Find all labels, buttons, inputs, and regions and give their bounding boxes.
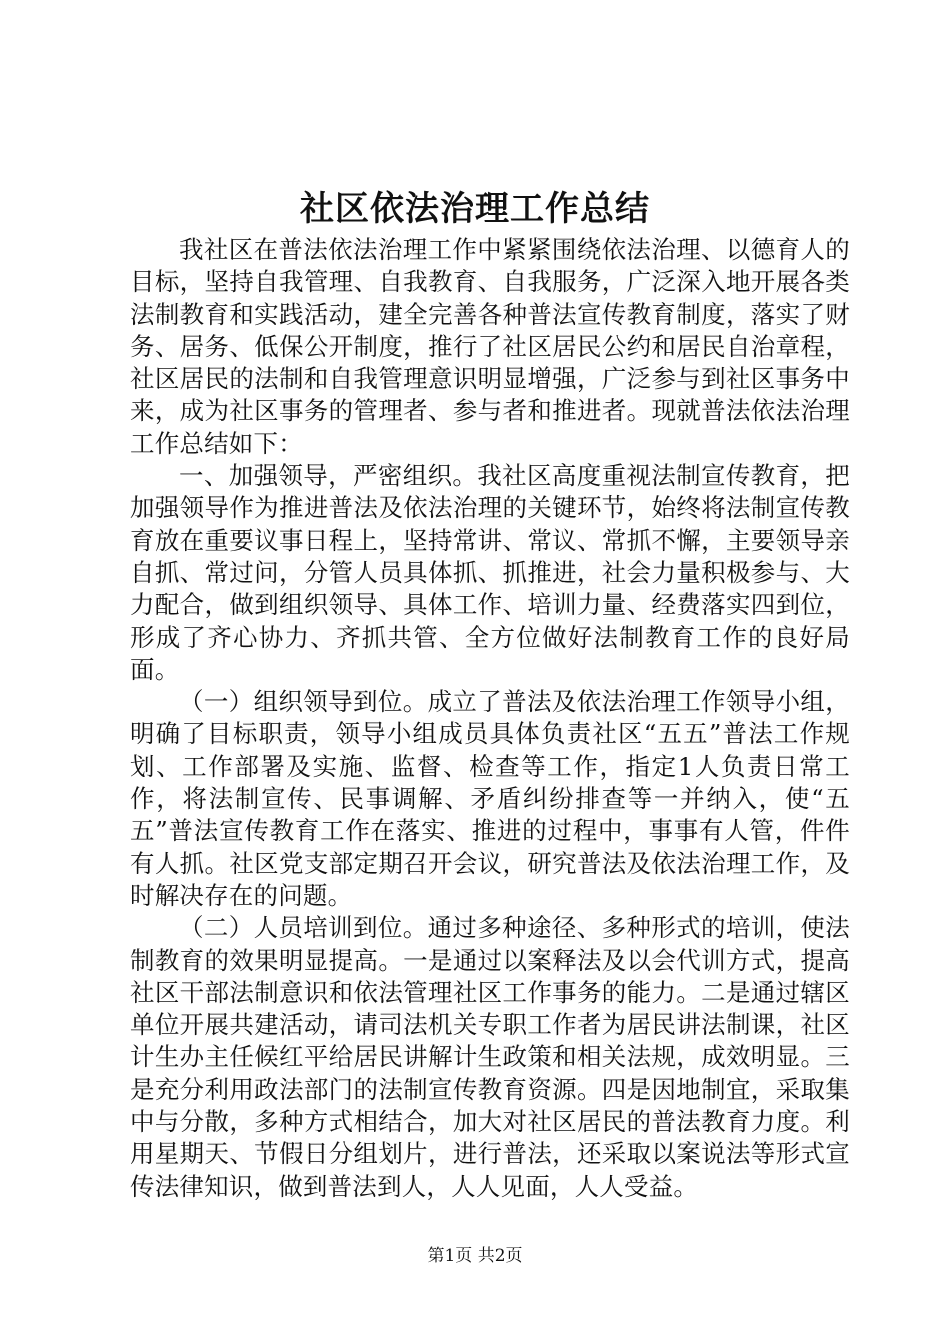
page-footer: 第1页 共2页	[427, 1246, 523, 1266]
document-title: 社区依法治理工作总结	[300, 189, 650, 229]
paragraph-subsection-2: （二）人员培训到位。通过多种途径、多种形式的培训，使法制教育的效果明显提高。一是通过以案释法及以会代训方式，提高社区干部法制意识和依法管理社区工作事务的能力。二是通过辖区单位开展共建活动，请司法机关专职工作者为居民讲法制课，社区计生办主任候红平给居民讲解计生政策和相关法规，成效明显。三是充分利用政法部门的法制宣传教育资源。四是因地制宜，采取集中与分散，多种方式相结合，加大对社区居民的普法教育力度。利用星期天、节假日分组划片，进行普法，还采取以案说法等形式宣传法律知识，做到普法到人，人人见面，人人受益。	[130, 913, 850, 1201]
document-body	[130, 234, 850, 1203]
paragraph-intro: 我社区在普法依法治理工作中紧紧围绕依法治理、以德育人的目标，坚持自我管理、自我教育、自我服务，广泛深入地开展各类法制教育和实践活动，建全完善各种普法宣传教育制度，落实了财务、居务、低保公开制度，推行了社区居民公约和居民自治章程，社区居民的法制和自我管理意识明显增强，广泛参与到社区事务中来，成为社区事务的管理者、参与者和推进者。现就普法依法治理工作总结如下：	[130, 235, 850, 458]
paragraph-subsection-1: （一）组织领导到位。成立了普法及依法治理工作领导小组，明确了目标职责，领导小组成员具体负责社区“五五”普法工作规划、工作部署及实施、监督、检查等工作，指定1人负责日常工作，将法制宣传、民事调解、矛盾纠纷排查等一并纳入，使“五五”普法宣传教育工作在落实、推进的过程中，事事有人管，件件有人抓。社区党支部定期召开会议，研究普法及依法治理工作，及时解决存在的问题。	[130, 687, 850, 910]
paragraph-section-1: 一、加强领导，严密组织。我社区高度重视法制宣传教育，把加强领导作为推进普法及依法治理的关键环节，始终将法制宣传教育放在重要议事日程上，坚持常讲、常议、常抓不懈，主要领导亲自抓、常过问，分管人员具体抓、抓推进，社会力量积极参与、大力配合，做到组织领导、具体工作、培训力量、经费落实四到位，形成了齐心协力、齐抓共管、全方位做好法制教育工作的良好局面。	[130, 461, 850, 684]
